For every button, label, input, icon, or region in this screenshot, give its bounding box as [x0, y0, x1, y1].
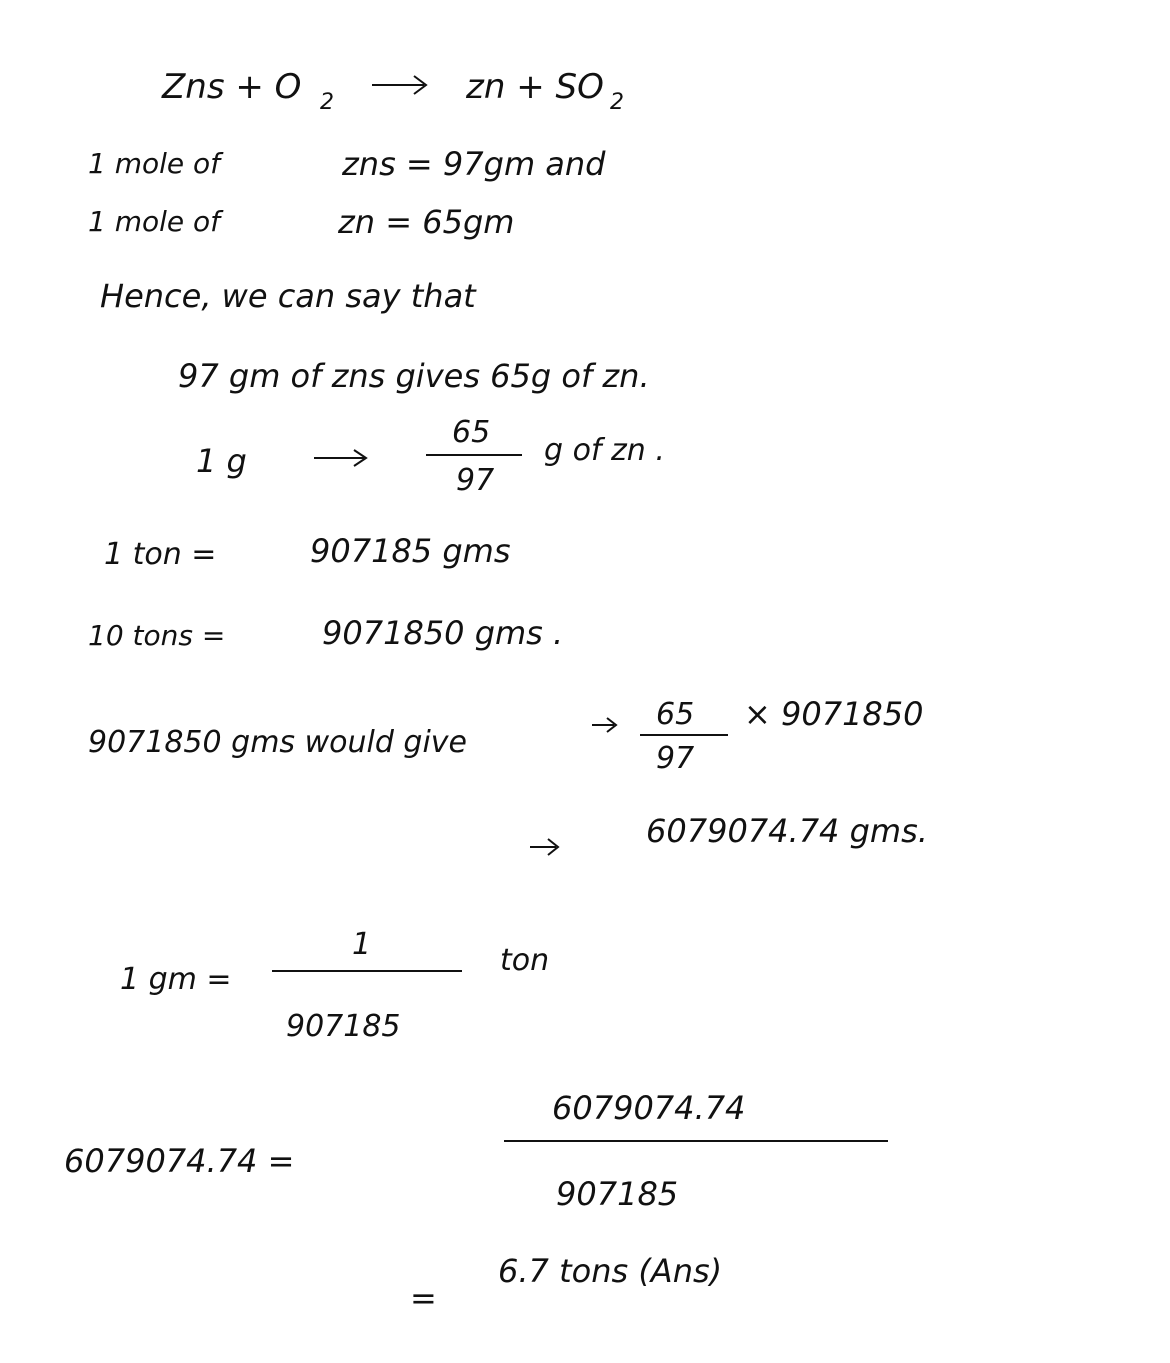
one-ton-value: 907185 gms	[310, 532, 511, 570]
reaction-subscript-o2: 2	[320, 90, 334, 115]
multiply-value: × 9071850	[744, 695, 924, 733]
fraction1-bar	[426, 454, 522, 456]
fraction3-numerator: 1	[352, 927, 372, 962]
ten-tons-label: 10 tons =	[88, 619, 226, 652]
fraction2-bar	[640, 734, 728, 736]
final-answer: 6.7 tons (Ans)	[498, 1252, 723, 1290]
fraction1-unit: g of zn .	[544, 433, 665, 468]
ten-tons-value: 9071850 gms .	[322, 614, 564, 652]
right-arrow-icon	[312, 446, 372, 470]
hence-statement: Hence, we can say that	[100, 277, 476, 315]
one-gm-label: 1 gm =	[120, 962, 232, 997]
right-arrow-icon	[590, 714, 620, 736]
mole-zns-value: zns = 97gm and	[342, 145, 606, 183]
reaction-rhs: zn + SO	[466, 67, 604, 107]
right-arrow-icon	[528, 834, 562, 860]
result-grams: 6079074.74 gms.	[646, 812, 928, 850]
one-ton-label: 1 ton =	[104, 537, 217, 572]
reaction-lhs: Zns + O	[162, 67, 302, 107]
final-equals: =	[410, 1279, 437, 1317]
fraction4-denominator: 907185	[556, 1175, 679, 1213]
fraction3-denominator: 907185	[286, 1009, 401, 1044]
mole-zn-label: 1 mole of	[88, 205, 221, 238]
would-give-text: 9071850 gms would give	[88, 725, 467, 760]
fraction4-numerator: 6079074.74	[552, 1089, 746, 1127]
one-gram-label: 1 g	[196, 442, 247, 480]
fraction1-numerator: 65	[452, 415, 491, 450]
fraction3-bar	[272, 970, 462, 972]
fraction4-bar	[504, 1140, 888, 1142]
reaction-subscript-so2: 2	[610, 90, 624, 115]
fraction1-denominator: 97	[456, 463, 495, 498]
conversion-lhs: 6079074.74 =	[64, 1142, 295, 1180]
right-arrow-icon	[370, 72, 430, 98]
mole-zn-value: zn = 65gm	[338, 203, 515, 241]
mole-zns-label: 1 mole of	[88, 147, 221, 180]
mass-relation: 97 gm of zns gives 65g of zn.	[178, 357, 650, 395]
fraction2-numerator: 65	[656, 697, 695, 732]
fraction2-denominator: 97	[656, 741, 695, 776]
fraction3-unit: ton	[500, 943, 550, 978]
